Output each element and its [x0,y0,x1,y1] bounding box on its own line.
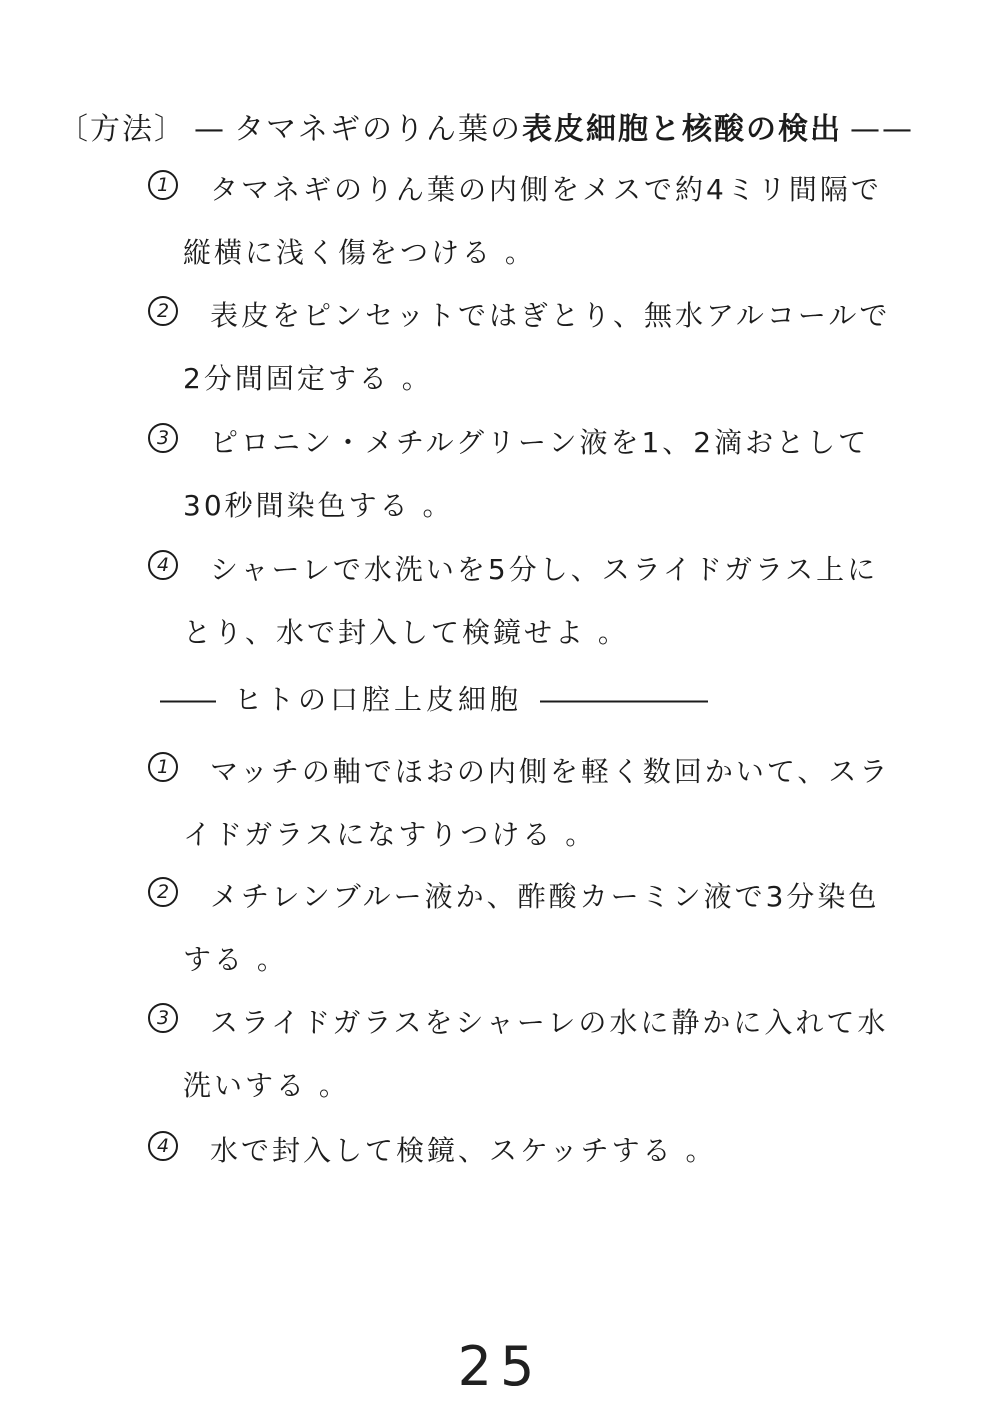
step-text [183,865,948,991]
step-item [148,1119,948,1182]
step-number-circle: 4 [148,550,178,580]
step-item [148,538,948,664]
step-text-line: 洗いする 。 [183,1069,350,1102]
step-number-circle: 1 [148,752,178,782]
step-text-line: メチレンブルー液か、酢酸カーミン液で3分染色 [210,880,880,913]
step-text-line: する 。 [183,943,288,976]
page-title [58,104,922,148]
title-subject-bold: 表皮細胞と核酸の検出 [522,112,842,147]
title-subject: タマネギのりん葉の [234,112,522,147]
step-text-line: 縦横に浅く傷をつける 。 [183,236,536,269]
step-text-line: 30秒間染色する 。 [183,489,454,522]
step-item [148,991,948,1117]
step-text [183,991,948,1117]
step-number-circle: 3 [148,423,178,453]
step-item [148,740,948,866]
step-item [148,865,948,991]
header-dash-right: ―――――― [540,683,709,716]
step-number-circle: 1 [148,170,178,200]
step-text-line: 表皮をピンセットではぎとり、無水アルコールで [210,299,891,332]
step-text [183,158,948,284]
step-text-line: スライドガラスをシャーレの水に静かに入れて水 [210,1006,889,1039]
step-text-line: イドガラスになすりつける 。 [183,818,597,851]
step-text [183,1119,948,1182]
step-text [183,740,948,866]
title-dash: — [194,112,226,147]
step-text-line: タマネギのりん葉の内側をメスで約4ミリ間隔で [210,173,882,206]
step-item [148,158,948,284]
step-text-line: 2分間固定する 。 [183,362,433,395]
step-text-line: シャーレで水洗いを5分し、スライドガラス上に [210,553,879,586]
step-text-line: マッチの軸でほおの内側を軽く数回かいて、スラ [210,755,891,788]
page-number: 25 [457,1335,543,1398]
title-trailing-dash: —— [850,112,914,147]
step-text [183,538,948,664]
step-text-line: ピロニン・メチルグリーン液を1、2滴おとして [210,426,870,459]
step-text [183,411,948,537]
step-number-circle: 4 [148,1131,178,1161]
step-text-line: 水で封入して検鏡、スケッチする 。 [210,1134,717,1167]
step-item [148,411,948,537]
step-number-circle: 2 [148,877,178,907]
step-text [183,284,948,410]
step-item [148,284,948,410]
method-bracket-label: 〔方法〕 [58,112,186,147]
oral-section-header [160,678,708,718]
header-dash-left: ―― [160,683,216,716]
step-text-line: とり、水で封入して検鏡せよ 。 [183,616,629,649]
step-number-circle: 2 [148,296,178,326]
oral-section-title: ヒトの口腔上皮細胞 [234,683,523,716]
step-number-circle: 3 [148,1003,178,1033]
